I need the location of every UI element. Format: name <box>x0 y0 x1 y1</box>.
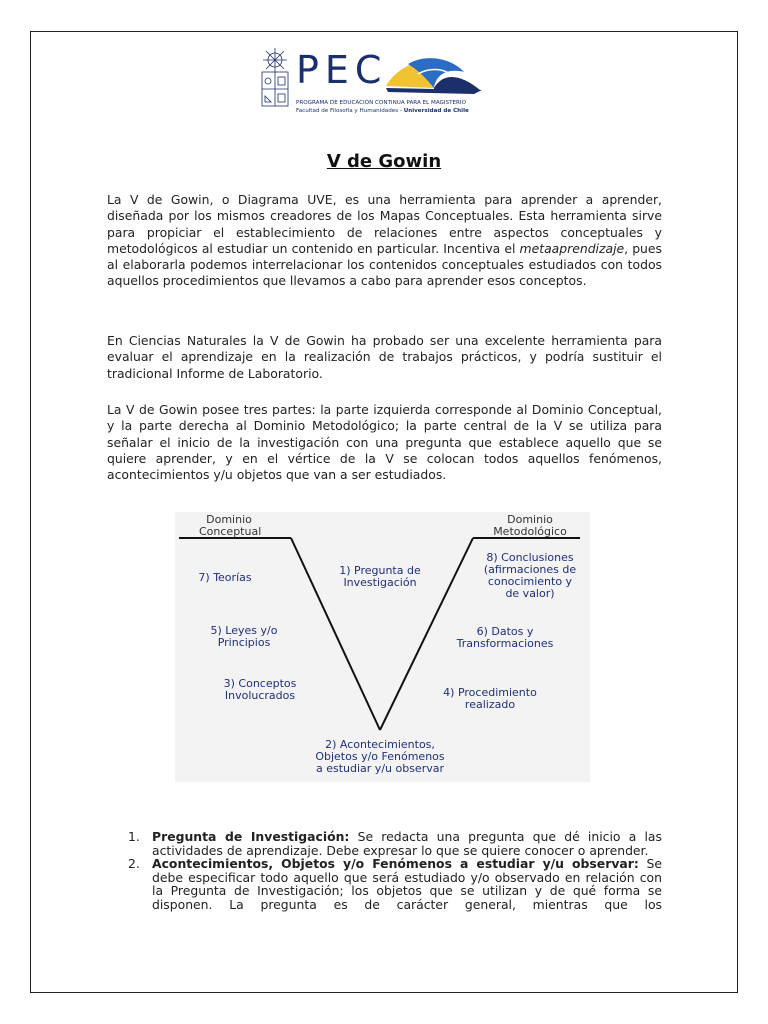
paragraph-intro: La V de Gowin, o Diagrama UVE, es una herramienta para aprender a aprender, diseñada por los mismos creadores de los Mapas Conceptuales. Esta herramienta sirve para propiciar el establecimiento de relaciones entre aspectos conceptuales y metodológicos al estudiar un contenido en particular. Incentiva el metaaprendizaje, pues al elaborarla podemos interrelacionar los contenidos conceptuales estudiados con todos aquellos procedimientos que llevamos a cabo para aprender esos conceptos. <box>107 192 662 289</box>
numbered-list <box>125 830 662 911</box>
paragraph-partes: La V de Gowin posee tres partes: la parte izquierda corresponde al Dominio Conceptual, y la parte derecha al Dominio Metodológico; la parte central de la V se utiliza para señalar el inicio de la investigación con una pregunta que establece aquello que se quiere aprender, y en el vértice de la V se colocan todos aquellos fenómenos, acontecimientos y/u objetos que van a ser estudiados. <box>107 402 662 483</box>
paragraph-ciencias: En Ciencias Naturales la V de Gowin ha probado ser una excelente herramienta para evaluar el aprendizaje en la realización de trabajos prácticos, y podría sustituir el tradicional Informe de Laboratorio. <box>107 333 662 381</box>
label-teorias: 7) Teorías <box>198 571 252 584</box>
label-procedimiento: 4) Procedimiento realizado <box>443 686 537 711</box>
page-title: V de Gowin <box>326 151 442 172</box>
logo-program-line: PROGRAMA DE EDUCACIÓN CONTINUA PARA EL MAGISTERIO <box>296 100 466 106</box>
pec-logo <box>258 44 498 124</box>
right-domain-header: Dominio Metodológico <box>493 513 567 538</box>
emphasis-metaaprendizaje: metaaprendizaje <box>519 240 625 256</box>
label-acontecimientos: 2) Acontecimientos, Objetos y/o Fenómenos a estudiar y/u observar <box>315 738 445 775</box>
label-datos: 6) Datos y Transformaciones <box>456 625 554 650</box>
left-domain-header: Dominio Conceptual <box>199 513 262 538</box>
list-item: 1. Pregunta de Investigación: Se redacta una pregunta que dé inicio a las actividades de aprendizaje. Debe expresar lo que se quiere conocer o aprender. <box>128 829 662 858</box>
list-item: 2. Acontecimientos, Objetos y/o Fenómenos a estudiar y/u observar: Se debe especificar todo aquello que será estudiado y/o observado en relación con la Pregunta de Investigación; los objetos que se utilizan y de qué forma se disponen. La pregunta es de carácter general, mientras que los <box>128 856 662 912</box>
label-conceptos: 3) Conceptos Involucrados <box>223 677 297 702</box>
label-pregunta: 1) Pregunta de Investigación <box>339 564 421 589</box>
logo-wordmark: PEC <box>296 48 388 92</box>
logo-faculty-line: Facultad de Filosofía y Humanidades - Universidad de Chile <box>296 108 469 114</box>
label-leyes: 5) Leyes y/o Principios <box>210 624 278 649</box>
v-diagram <box>175 512 590 782</box>
label-conclusiones: 8) Conclusiones (afirmaciones de conocimiento y de valor) <box>483 551 577 600</box>
